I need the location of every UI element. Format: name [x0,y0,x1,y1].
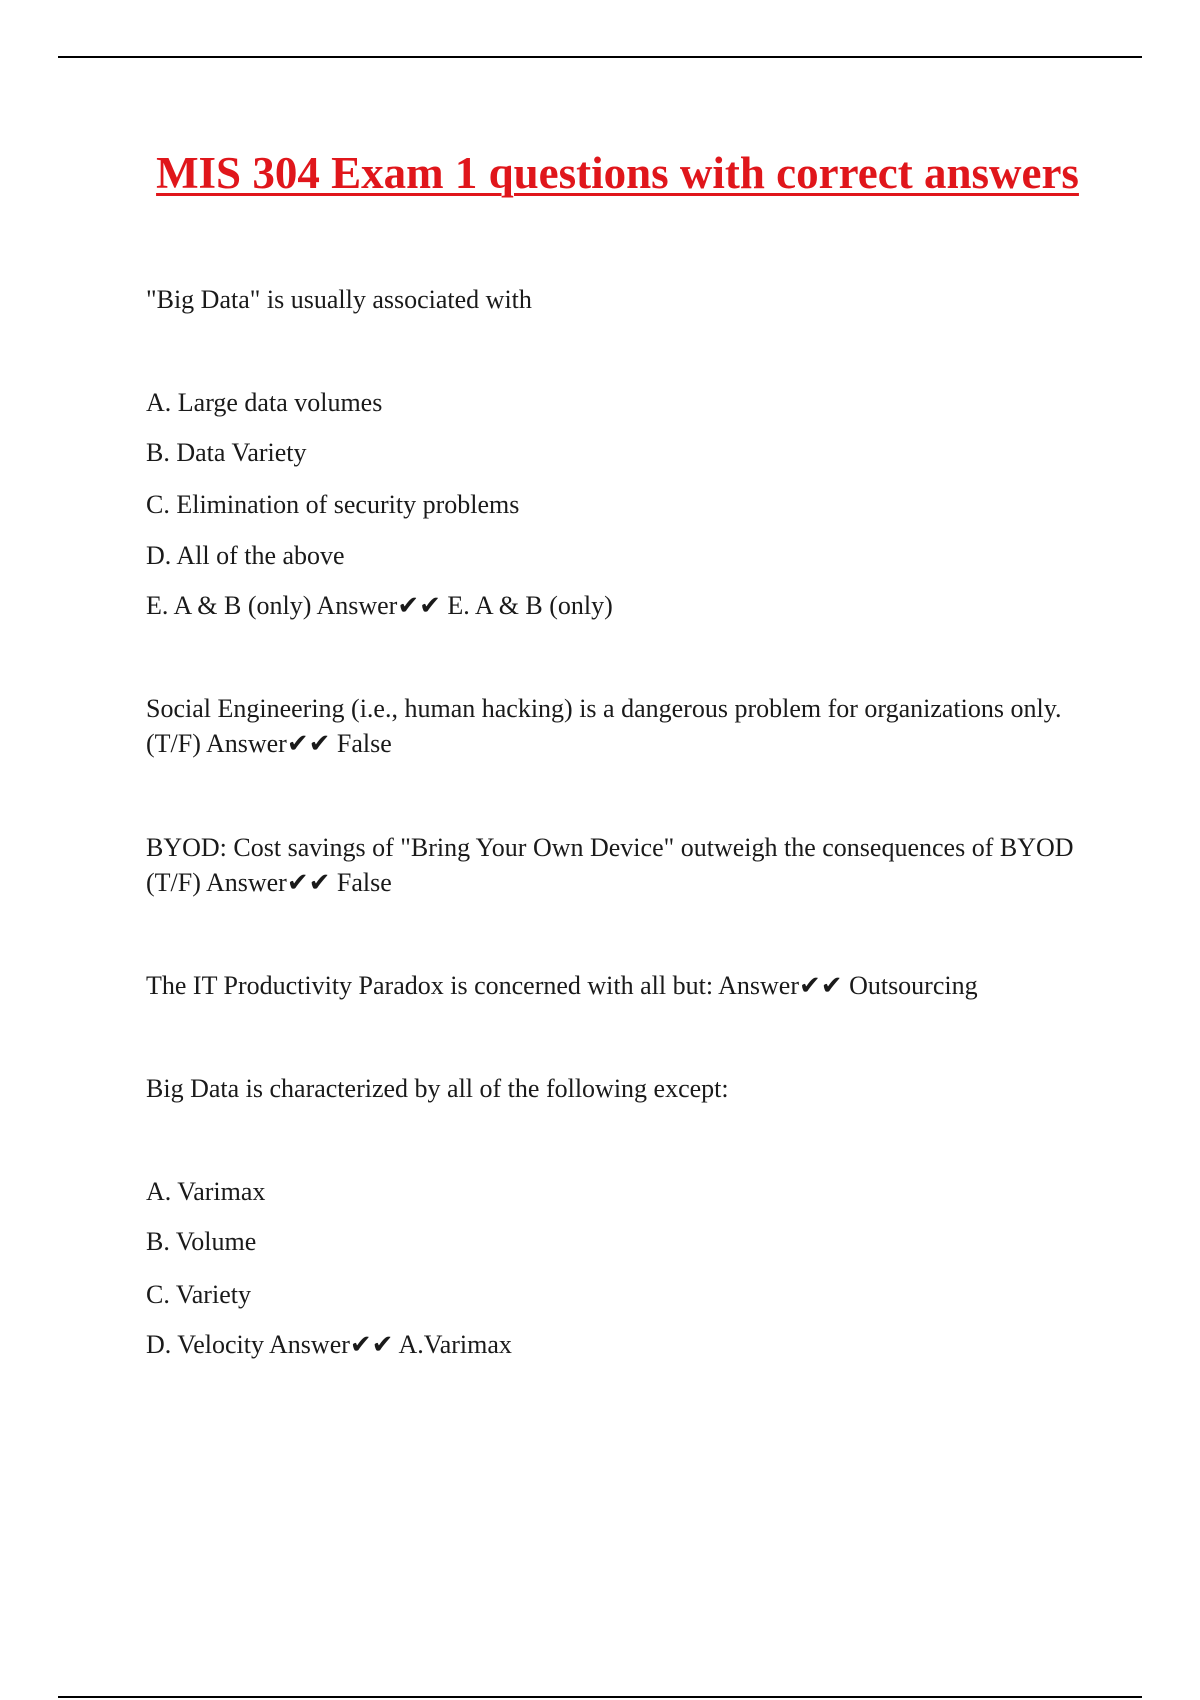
question-1-option-c: C. Elimination of security problems [146,490,520,519]
question-1-option-a: A. Large data volumes [146,388,383,417]
question-3-text: BYOD: Cost savings of "Bring Your Own Device" outweigh the consequences of BYOD (T/F) Answer✔✔ False [146,833,1074,897]
question-2-text: Social Engineering (i.e., human hacking) is a dangerous problem for organizations only. (T/F) Answer✔✔ False [146,694,1062,758]
question-1-option-d: D. All of the above [146,541,345,570]
question-1-option-e-answer: E. A & B (only) Answer✔✔ E. A & B (only) [146,591,613,620]
bottom-divider [58,1696,1142,1698]
question-1-option-b: B. Data Variety [146,438,307,467]
document-title: MIS 304 Exam 1 questions with correct answers [156,148,1079,198]
question-5-option-c: C. Variety [146,1280,251,1309]
question-5-option-d-answer: D. Velocity Answer✔✔ A.Varimax [146,1330,512,1359]
top-divider [58,56,1142,58]
question-4-text: The IT Productivity Paradox is concerned with all but: Answer✔✔ Outsourcing [146,971,978,1000]
question-5-prompt: Big Data is characterized by all of the following except: [146,1074,729,1103]
question-1-prompt: "Big Data" is usually associated with [146,285,532,314]
question-5-option-b: B. Volume [146,1227,257,1256]
question-5-option-a: A. Varimax [146,1177,266,1206]
